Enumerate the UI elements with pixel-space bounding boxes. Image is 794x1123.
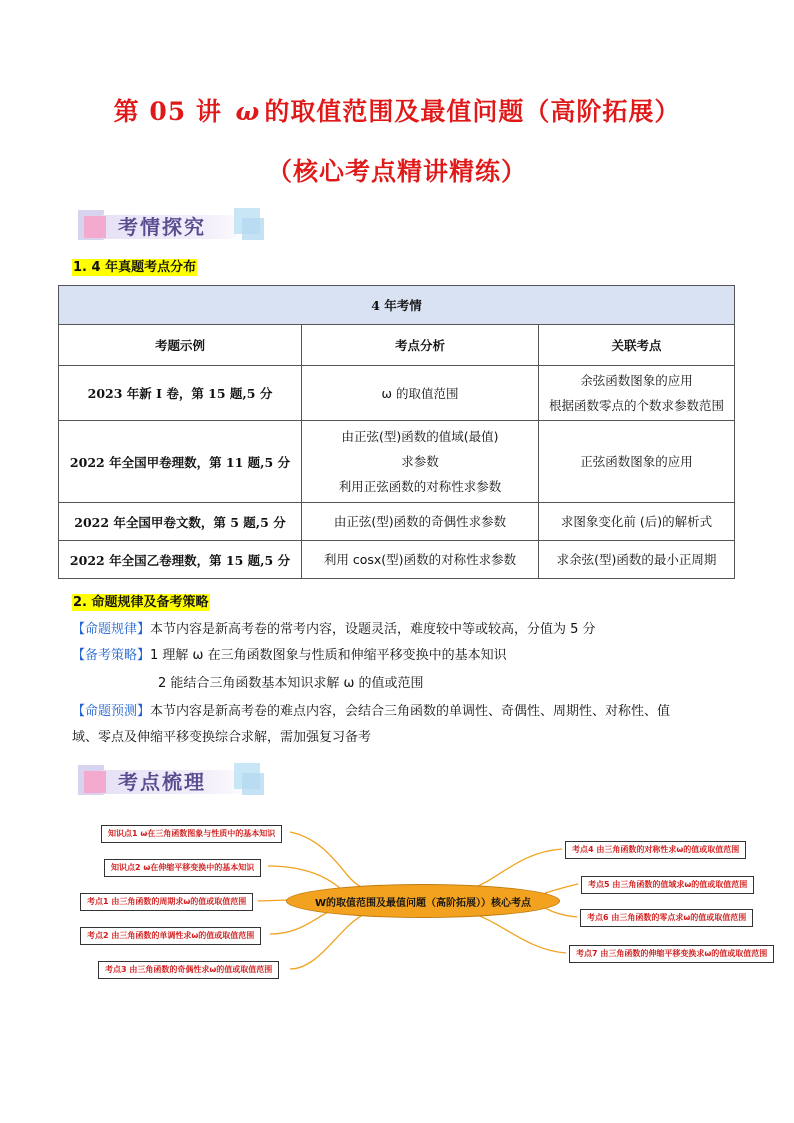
- table-caption: 4 年考情: [59, 286, 735, 325]
- mindmap-node-point-5: 考点5 由三角函数的值域求ω的值或取值范围: [581, 876, 754, 894]
- table-cell-example: 2022 年全国乙卷理数，第 15 题,5 分: [59, 541, 302, 579]
- mindmap-node-point-3: 考点3 由三角函数的奇偶性求ω的值或取值范围: [98, 961, 279, 979]
- table-cell-related: 求余弦(型)函数的最小正周期: [539, 541, 735, 579]
- predict-text-1: 本节内容是新高考卷的难点内容，会结合三角函数的单调性、奇偶性、周期性、对称性、值: [150, 704, 671, 719]
- mindmap-node-point-1: 考点1 由三角函数的周期求ω的值或取值范围: [80, 893, 253, 911]
- table-cell-related: 求图象变化前 (后)的解析式: [539, 503, 735, 541]
- table-cell-analysis: 利用 cosx(型)函数的对称性求参数: [302, 541, 539, 579]
- table-cell-example: 2023 年新 I 卷，第 15 题,5 分: [59, 366, 302, 421]
- table-cell-analysis: 由正弦(型)函数的奇偶性求参数: [302, 503, 539, 541]
- title-omega: ω: [235, 97, 261, 126]
- title-part2: 的取值范围及最值问题（高阶拓展）: [264, 97, 681, 126]
- mindmap-node-point-6: 考点6 由三角函数的零点求ω的值或取值范围: [580, 909, 753, 927]
- table-cell-analysis: 由正弦(型)函数的值域(最值) 求参数 利用正弦函数的对称性求参数: [302, 421, 539, 503]
- table-cell-example: 2022 年全国甲卷文数，第 5 题,5 分: [59, 503, 302, 541]
- column-header: 考点分析: [302, 325, 539, 366]
- mindmap-node-knowledge-1: 知识点1 ω在三角函数图象与性质中的基本知识: [101, 825, 282, 843]
- mindmap-node-knowledge-2: 知识点2 ω在伸缩平移变换中的基本知识: [104, 859, 261, 877]
- section-heading-distribution: 1. 4 年真题考点分布: [73, 260, 197, 275]
- banner-label: 考情探究: [118, 215, 206, 239]
- mindmap-center-node: W的取值范围及最值问题（高阶拓展））核心考点: [286, 884, 560, 918]
- column-header: 关联考点: [539, 325, 735, 366]
- strategy-item-1: 1 理解 ω 在三角函数图象与性质和伸缩平移变换中的基本知识: [150, 648, 507, 663]
- mindmap-node-point-7: 考点7 由三角函数的伸缩平移变换求ω的值或取值范围: [569, 945, 774, 963]
- page-subtitle: （核心考点精讲精练）: [266, 157, 527, 186]
- strategy-tag: 【备考策略】: [72, 648, 151, 663]
- rule-tag: 【命题规律】: [72, 622, 151, 637]
- table-cell-related: 正弦函数图象的应用: [539, 421, 735, 503]
- banner-label: 考点梳理: [118, 770, 206, 794]
- section-heading-strategy: 2. 命题规律及备考策略: [73, 595, 209, 610]
- rule-text: 本节内容是新高考卷的常考内容，设题灵活，难度较中等或较高，分值为 5 分: [150, 622, 596, 637]
- table-cell-example: 2022 年全国甲卷理数，第 11 题,5 分: [59, 421, 302, 503]
- title-part1: 第 05 讲: [113, 97, 222, 126]
- table-cell-analysis: ω 的取值范围: [302, 366, 539, 421]
- predict-text-2: 域、零点及伸缩平移变换综合求解，需加强复习备考: [72, 730, 372, 745]
- mindmap-node-point-4: 考点4 由三角函数的对称性求ω的值或取值范围: [565, 841, 746, 859]
- table-cell-related: 余弦函数图象的应用 根据函数零点的个数求参数范围: [539, 366, 735, 421]
- column-header: 考题示例: [59, 325, 302, 366]
- predict-tag: 【命题预测】: [72, 704, 151, 719]
- mindmap-node-point-2: 考点2 由三角函数的单调性求ω的值或取值范围: [80, 927, 261, 945]
- strategy-item-2: 2 能结合三角函数基本知识求解 ω 的值或范围: [158, 676, 424, 691]
